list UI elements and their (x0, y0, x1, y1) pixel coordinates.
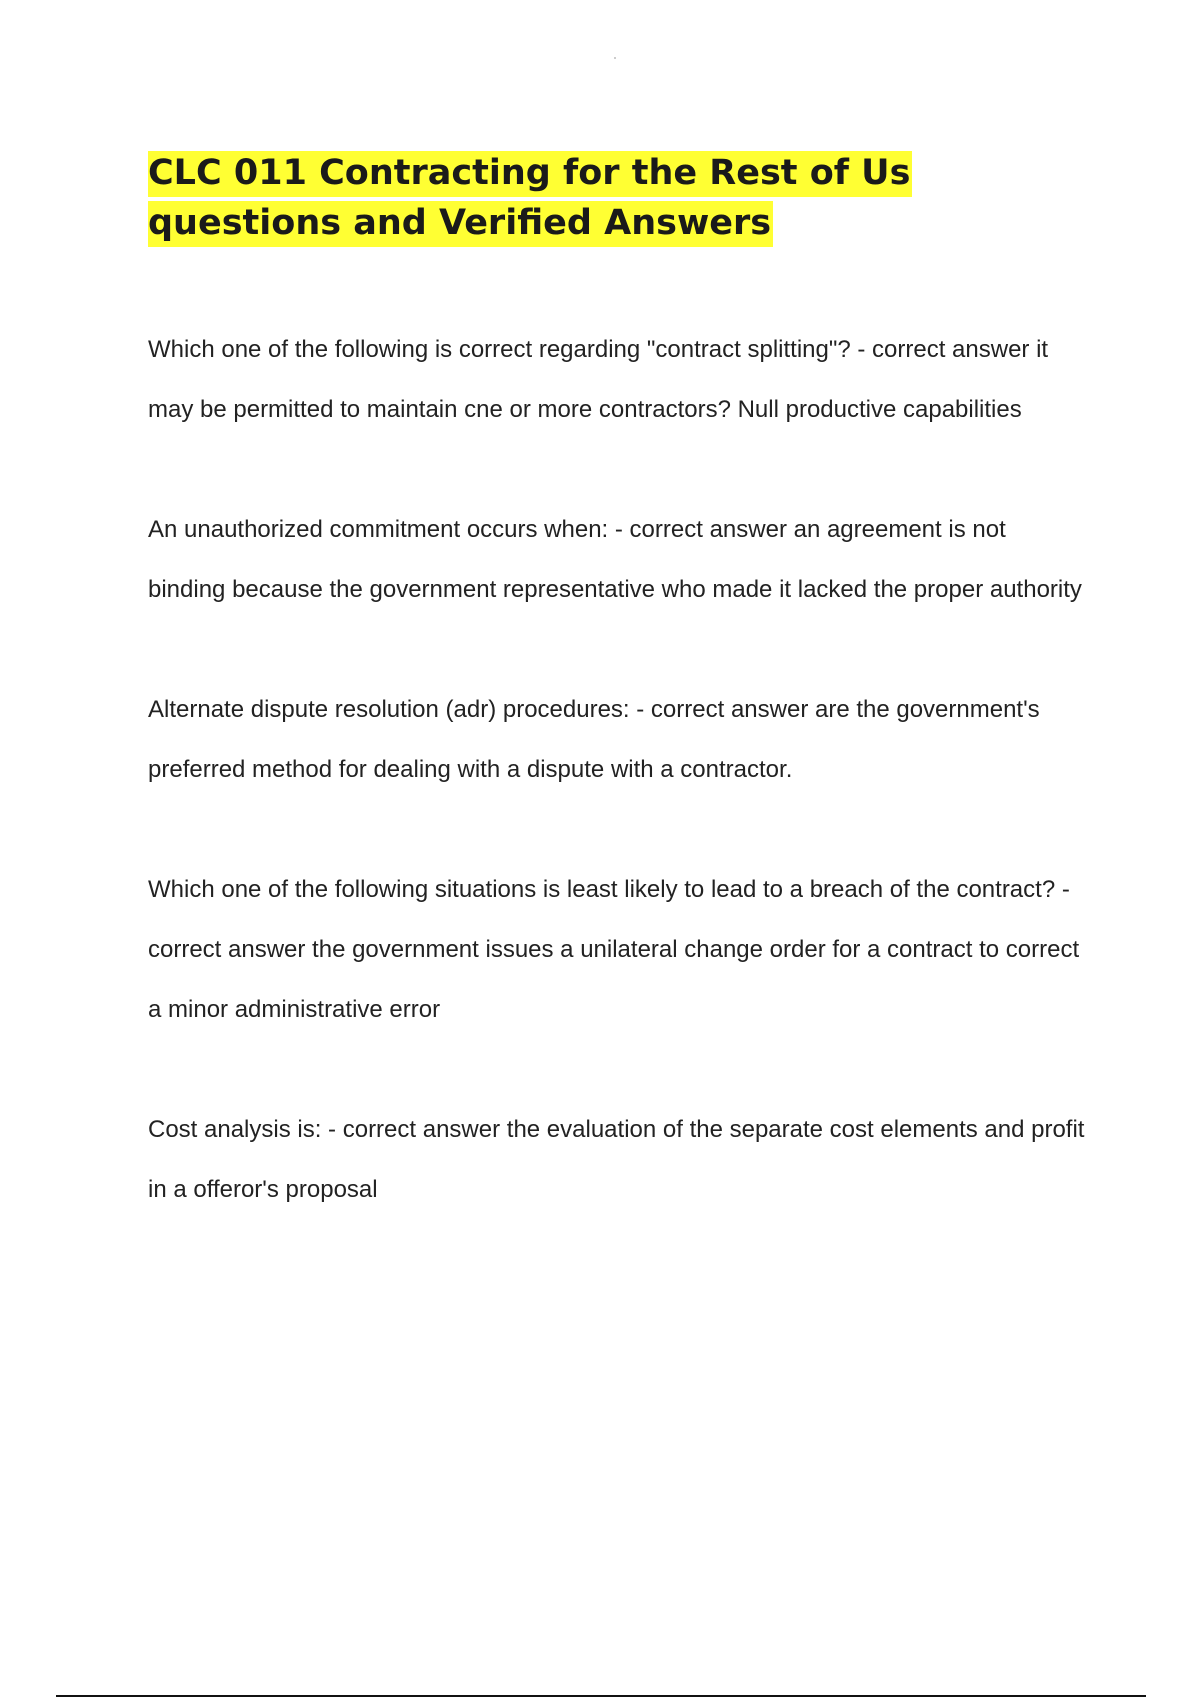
footer-rule (56, 1695, 1146, 1697)
qa-item-5: Cost analysis is: - correct answer the evaluation of the separate cost elements and profit in a offeror's proposal (148, 1116, 1085, 1203)
qa-item-1: Which one of the following is correct regarding "contract splitting"? - correct answer it may be permitted to maintain cne or more contractors? Null productive capabilities (148, 336, 1049, 423)
scan-speck (614, 57, 616, 59)
qa-item-3: Alternate dispute resolution (adr) procedures: - correct answer are the government's preferred method for dealing with a dispute with a contractor. (148, 696, 1040, 783)
qa-list (148, 320, 1088, 1280)
document-title (148, 148, 1078, 248)
document-title-text: CLC 011 Contracting for the Rest of Us questions and Verified Answers (148, 151, 912, 247)
qa-item-2: An unauthorized commitment occurs when: - correct answer an agreement is not binding because the government representative who made it lacked the proper authority (148, 516, 1082, 603)
qa-item-4: Which one of the following situations is least likely to lead to a breach of the contract? - correct answer the government issues a unilateral change order for a contract to correct a minor administrative error (148, 876, 1080, 1023)
title-block (148, 148, 1078, 248)
